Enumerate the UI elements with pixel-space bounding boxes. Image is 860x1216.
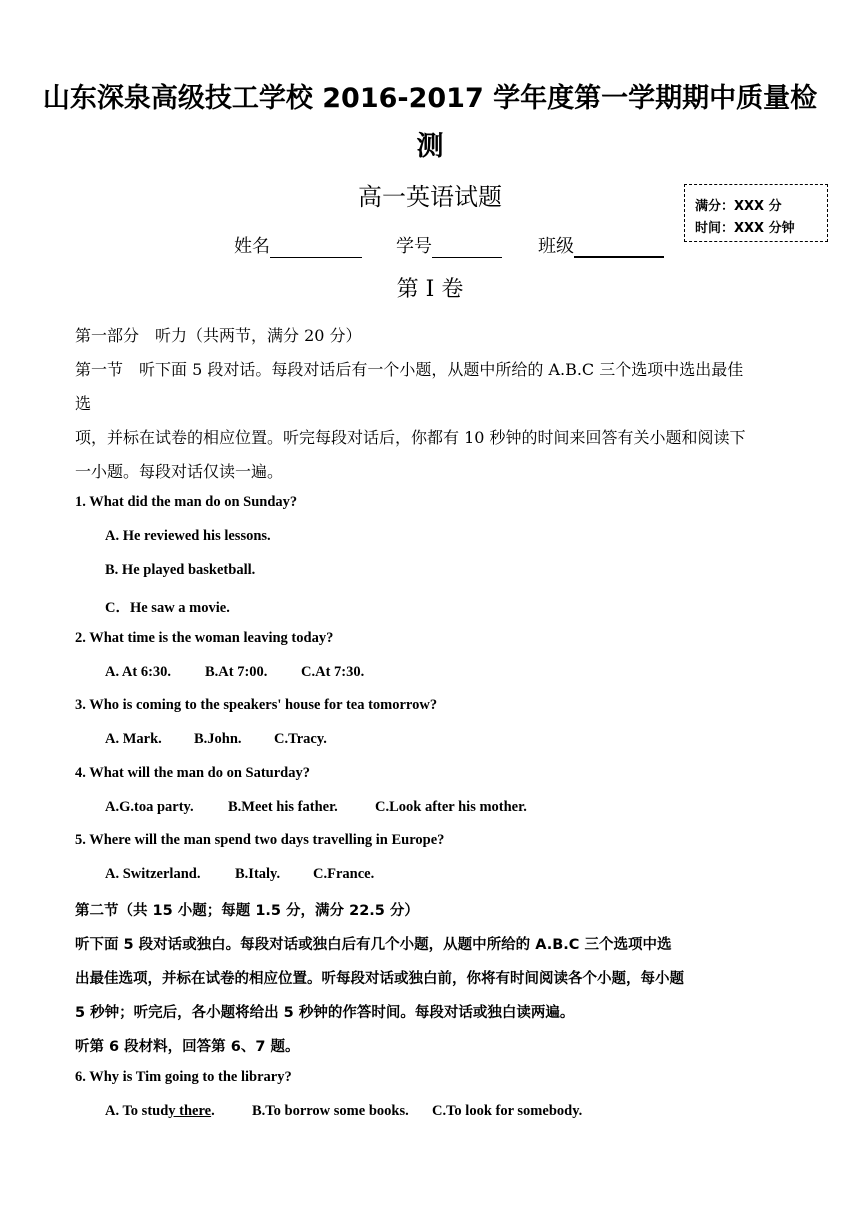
- exam-title-line2: 测: [416, 131, 444, 162]
- q3-option-c: C.Tracy.: [274, 731, 327, 747]
- number-blank[interactable]: [432, 239, 502, 258]
- q4-options: [105, 799, 527, 816]
- q5-option-c: C.France.: [313, 866, 375, 882]
- q5-option-a: A. Switzerland.: [105, 866, 201, 882]
- q5-option-b: B.Italy.: [235, 866, 281, 882]
- name-field[interactable]: [234, 232, 362, 258]
- exam-subtitle: 高一英语试题: [358, 183, 502, 211]
- full-score-label: 满分：XXX 分: [695, 199, 782, 214]
- q6-option-a-underlined: y there: [168, 1103, 212, 1119]
- q5-options: [105, 866, 374, 883]
- section2-instruction-1: 听下面 5 段对话或独白。每段对话或独白后有几个小题，从题中所给的 A.B.C 三个选项中选: [75, 937, 672, 953]
- number-label: 学号: [396, 236, 432, 257]
- question-2: 2. What time is the woman leaving today?: [75, 630, 334, 646]
- number-field[interactable]: [396, 232, 502, 258]
- section1-instruction-4: 一小题。每段对话仅读一遍。: [75, 462, 284, 481]
- score-box: [684, 184, 828, 242]
- q1-option-c: C．He saw a movie.: [105, 600, 230, 616]
- question-1: 1. What did the man do on Sunday?: [75, 494, 298, 510]
- class-label: 班级: [538, 236, 574, 257]
- q1-option-a: A. He reviewed his lessons.: [105, 528, 271, 544]
- q6-option-a: [105, 1103, 252, 1120]
- question-4: 4. What will the man do on Saturday?: [75, 765, 310, 781]
- q6-option-a-suffix: .: [211, 1103, 215, 1119]
- question-6: 6. Why is Tim going to the library?: [75, 1069, 292, 1085]
- q2-options: [105, 664, 364, 681]
- section2-heading: 第二节（共 15 小题；每题 1.5 分，满分 22.5 分）: [75, 903, 419, 919]
- q4-option-a: A.G.toa party.: [105, 799, 194, 815]
- q2-option-a: A. At 6:30.: [105, 664, 172, 680]
- section1-instruction-2: 选: [75, 394, 92, 413]
- q6-option-c: C.To look for somebody.: [432, 1103, 583, 1119]
- class-field[interactable]: [538, 232, 664, 258]
- q6-option-a-prefix: A. To stud: [105, 1103, 169, 1119]
- part1-heading: 第一部分 听力（共两节，满分 20 分）: [75, 326, 362, 345]
- q2-option-c: C.At 7:30.: [301, 664, 365, 680]
- q4-option-c: C.Look after his mother.: [375, 799, 527, 815]
- name-label: 姓名: [234, 236, 270, 257]
- q6-option-b: B.To borrow some books.: [252, 1103, 409, 1119]
- q4-option-b: B.Meet his father.: [228, 799, 338, 815]
- section2-instruction-3: 5 秒钟；听完后，各小题将给出 5 秒钟的作答时间。每段对话或独白读两遍。: [75, 1005, 575, 1021]
- question-5: 5. Where will the man spend two days travelling in Europe?: [75, 832, 445, 848]
- volume-heading: 第 I 卷: [396, 277, 464, 302]
- class-blank[interactable]: [574, 238, 664, 258]
- section2-instruction-2: 出最佳选项，并标在试卷的相应位置。听每段对话或独白前，你将有时间阅读各个小题，每小题: [75, 971, 684, 987]
- section1-instruction-3: 项，并标在试卷的相应位置。听完每段对话后，你都有 10 秒钟的时间来回答有关小题和阅读下: [75, 428, 746, 447]
- q3-option-a: A. Mark.: [105, 731, 162, 747]
- q3-option-b: B.John.: [194, 731, 242, 747]
- q1-option-b: B. He played basketball.: [105, 562, 256, 578]
- q6-options: [105, 1103, 582, 1120]
- q2-option-b: B.At 7:00.: [205, 664, 268, 680]
- name-blank[interactable]: [270, 239, 362, 258]
- material-6-instruction: 听第 6 段材料，回答第 6、7 题。: [75, 1039, 300, 1055]
- q3-options: [105, 731, 327, 748]
- time-label: 时间：XXX 分钟: [695, 221, 795, 236]
- section1-instruction-1: 第一节 听下面 5 段对话。每段对话后有一个小题，从题中所给的 A.B.C 三个选项中选出最佳: [75, 360, 744, 379]
- exam-title-line1: 山东深泉高级技工学校 2016-2017 学年度第一学期期中质量检: [42, 83, 818, 114]
- question-3: 3. Who is coming to the speakers' house for tea tomorrow?: [75, 697, 438, 713]
